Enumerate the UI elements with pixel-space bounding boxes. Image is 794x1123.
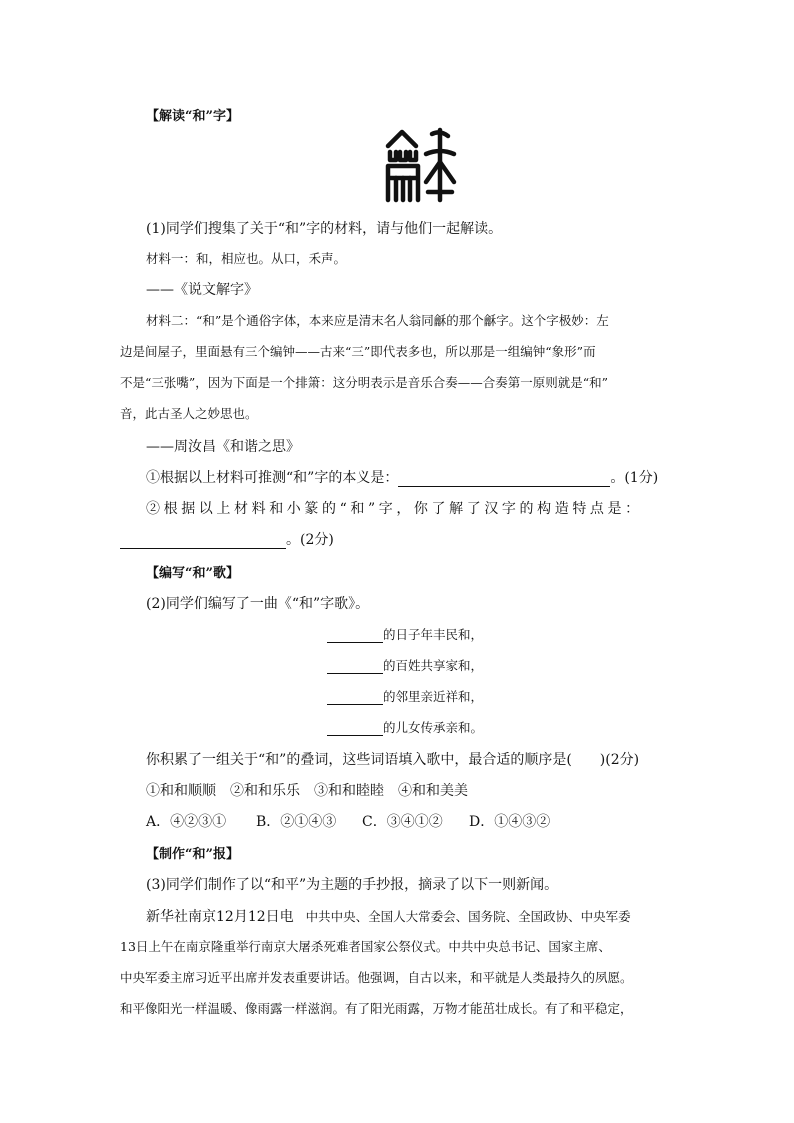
section-heading-interpret: 【解读“和”字】 [146, 109, 239, 124]
source-2: ——周汝昌《和谐之思》 [146, 439, 300, 455]
song-line-4-text: 的儿女传承亲和。 [383, 720, 484, 735]
song-line-2-text: 的百姓共享家和， [383, 658, 484, 673]
song-line-3 [327, 687, 483, 705]
option-a[interactable]: A．④②③① [146, 814, 227, 830]
song-blank-1[interactable] [327, 628, 383, 643]
answer-blank-1a[interactable] [398, 472, 610, 487]
news-line-1-text: 中共中央、全国人大常委会、国务院、全国政协、中央军委 [305, 909, 631, 924]
section-heading-song: 【编写“和”歌】 [146, 566, 239, 581]
material-2-line-4: 音，此古圣人之妙思也。 [120, 406, 258, 421]
question-1a [146, 467, 658, 487]
option-c[interactable]: C．③④①② [362, 814, 443, 830]
source-1: ——《说文解字》 [146, 282, 258, 298]
news-line-1 [146, 906, 631, 926]
option-b[interactable]: B．②①④③ [256, 814, 337, 830]
news-line-4: 和平像阳光一样温暖、像雨露一样滋润。有了阳光雨露，万物才能茁壮成长。有了和平稳定， [120, 1001, 633, 1016]
question-1b-text: ②根据以上材料和小篆的“和”字，你了解了汉字的构造特点是： [146, 501, 643, 517]
question-1b-score: 。(2分) [286, 532, 334, 548]
question-1: (1)同学们搜集了关于“和”字的材料，请与他们一起解读。 [146, 221, 503, 237]
material-2-line-2: 边是间屋子，里面悬有三个编钟——古来“三”即代表多也，所以那是一组编钟“象形”而 [120, 344, 596, 359]
song-blank-3[interactable] [327, 690, 383, 705]
material-2-line-1: 材料二：“和”是个通俗字体，本来应是清末名人翁同龢的那个龢字。这个字极妙：左 [146, 313, 609, 328]
answer-blank-1b[interactable] [120, 534, 286, 549]
song-line-1-text: 的日子年丰民和， [383, 627, 484, 642]
option-d[interactable]: D．①④③② [469, 814, 551, 830]
song-line-4 [327, 718, 483, 736]
news-dateline: 新华社南京12月12日电 [146, 909, 294, 925]
material-1: 材料一：和，相应也。从口，禾声。 [146, 251, 347, 266]
question-2-prompt: 你积累了一组关于“和”的叠词，这些词语填入歌中，最合适的顺序是( )(2分) [146, 752, 640, 768]
question-1b-answer-row [120, 529, 334, 549]
song-blank-4[interactable] [327, 721, 383, 736]
question-3: (3)同学们制作了以“和平”为主题的手抄报，摘录了以下一则新闻。 [146, 877, 559, 893]
question-2-words: ①和和顺顺 ②和和乐乐 ③和和睦睦 ④和和美美 [146, 783, 468, 799]
song-blank-2[interactable] [327, 659, 383, 674]
section-heading-newspaper: 【制作“和”报】 [146, 847, 239, 862]
question-1a-score: 。(1分) [610, 470, 659, 486]
seal-script-he-icon [382, 126, 460, 204]
song-line-2 [327, 656, 483, 674]
song-line-3-text: 的邻里亲近祥和， [383, 689, 484, 704]
question-2: (2)同学们编写了一曲《“和”字歌》。 [146, 596, 370, 612]
song-line-1 [327, 625, 483, 643]
news-line-3: 中央军委主席习近平出席并发表重要讲话。他强调，自古以来，和平就是人类最持久的夙愿。 [120, 970, 633, 985]
news-line-2: 13日上午在南京隆重举行南京大屠杀死难者国家公祭仪式。中共中央总书记、国家主席、 [120, 939, 611, 954]
material-2-line-3: 不是“三张嘴”，因为下面是一个排箫：这分明表示是音乐合奏——合奏第一原则就是“和” [120, 375, 609, 390]
question-1a-text: ①根据以上材料可推测“和”字的本义是： [146, 470, 399, 486]
